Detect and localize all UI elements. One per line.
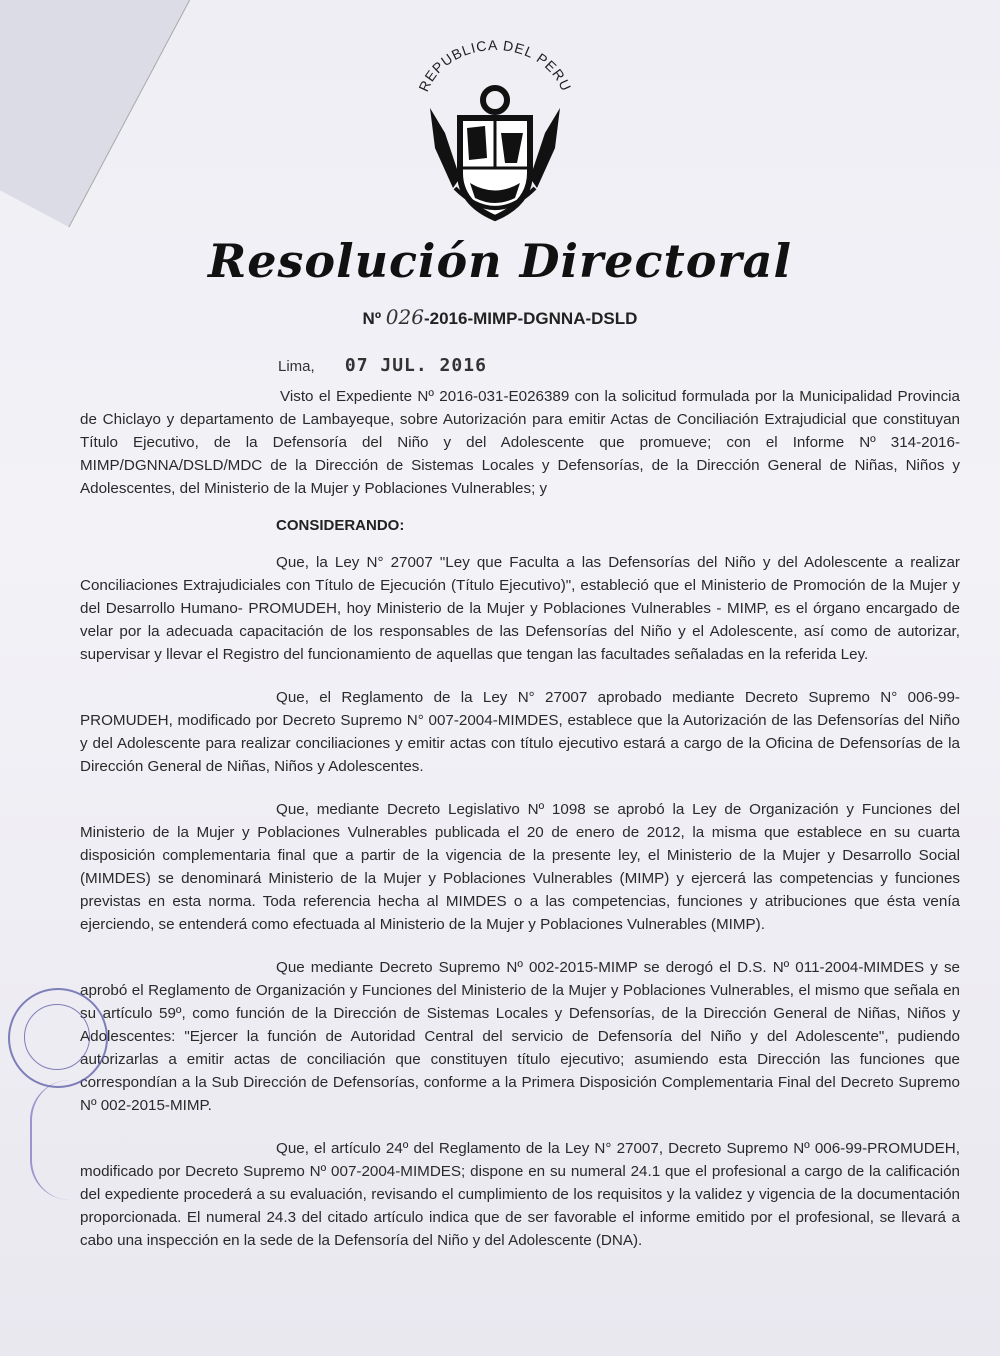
country-name: REPUBLICA DEL PERU <box>415 38 575 94</box>
considerando-heading: CONSIDERANDO: <box>276 517 405 534</box>
intro-paragraph: Visto el Expediente Nº 2016-031-E026389 con la solicitud formulada por la Municipalidad Provincia de Chiclayo y departamento de Lambayeque, sobre Autorización para emitir Actas de Conciliación Extrajudicial que constituyan Título Ejecutivo, de la Defensoría del Niño y del Adolescente que promueve; con el Informe Nº 314-2016-MIMP/DGNNA/DSLD/MDC de la Dirección de Sistemas Locales y Defensorías, de la Dirección General de Niñas, Niños y Adolescentes, del Ministerio de la Mujer y Poblaciones Vulnerables; y <box>80 388 960 497</box>
underlying-paper <box>0 0 191 227</box>
peru-coat-of-arms-icon <box>405 38 585 228</box>
paragraph: Que, el artículo 24º del Reglamento de la Ley N° 27007, Decreto Supremo Nº 006-99-PROMUDEH, modificado por Decreto Supremo Nº 007-2004-MIMDES; dispone en su numeral 24.1 que el profesional a cargo de la calificación del expediente procederá a su evaluación, revisando el cumplimiento de los requisitos y la validez y vigencia de la documentación proporcionada. El numeral 24.3 del citado artículo indica que de ser favorable el informe emitido por el profesional, se llevará a cabo una inspección en la sede de la Defensoría del Niño y del Adolescente (DNA). <box>80 1140 960 1249</box>
handwritten-number: 026 <box>385 305 424 329</box>
number-prefix: Nº <box>362 309 382 328</box>
paragraph: Que, mediante Decreto Legislativo Nº 1098 se aprobó la Ley de Organización y Funciones del Ministerio de la Mujer y Poblaciones Vulnerables publicada el 20 de enero de 2012, la misma que establece en su cuarta disposición complementaria final que a partir de la vigencia de la presente ley, el Ministerio de la Mujer y Desarrollo Social (MIMDES) se denominará Ministerio de la Mujer y Poblaciones Vulnerables (MIMP) y ejercerá las competencias y funciones previstas en esta norma. Toda referencia hecha al MIMDES o a las competencias, funciones y atribuciones que ésta venía ejerciendo, se entenderá como efectuada al Ministerio de la Mujer y Poblaciones Vulnerables (MIMP). <box>80 801 960 933</box>
signature-mark <box>30 1080 92 1200</box>
document-title: Resolución Directoral <box>208 234 792 288</box>
paragraph: Que, la Ley N° 27007 "Ley que Faculta a las Defensorías del Niño y del Adolescente a realizar Conciliaciones Extrajudiciales con Título de Ejecución (Título Ejecutivo)", estableció que el Ministerio de Promoción de la Mujer y del Desarrollo Humano- PROMUDEH, hoy Ministerio de la Mujer y Poblaciones Vulnerables - MIMP, es el órgano encargado de velar por la adecuada capacitación de los responsables de las Defensorías del Niño y el Adolescente, así como de autorizar, supervisar y llevar el Registro del funcionamiento de aquellas que tengan las facultades señaladas en la referida Ley. <box>80 554 960 663</box>
paragraph: Que, el Reglamento de la Ley N° 27007 aprobado mediante Decreto Supremo N° 006-99-PROMUDEH, modificado por Decreto Supremo N° 007-2004-MIMDES, establece que la Autorización de las Defensorías del Niño y del Adolescente para realizar conciliaciones y emitir actas con título ejecutivo estará a cargo de la Oficina de Defensorías de la Dirección General de Niñas, Niños y Adolescentes. <box>80 689 960 775</box>
document-body <box>80 385 960 1272</box>
resolution-number <box>0 305 1000 329</box>
date-line <box>278 355 487 376</box>
date-stamp: 07 JUL. 2016 <box>344 355 487 376</box>
official-seal-icon <box>8 988 108 1088</box>
city: Lima, <box>278 358 315 375</box>
paragraph: Que mediante Decreto Supremo Nº 002-2015-MIMP se derogó el D.S. Nº 011-2004-MIMDES y se aprobó el Reglamento de Organización y Funciones del Ministerio de la Mujer y Poblaciones Vulnerables, el mismo que señala en su artículo 59º, como función de la Dirección de Sistemas Locales y Defensorías, de la Dirección General de Niñas, Niños y Adolescentes: "Ejercer la función de Autoridad Central del servicio de Defensoría del Niño y del Adolescente", pudiendo autorizarlas a emitir actas de conciliación que constituyen título ejecutivo; asumiendo esta Dirección las funciones que correspondían a la Sub Dirección de Defensorías, conforme a la Primera Disposición Complementaria Final del Decreto Supremo Nº 002-2015-MIMP. <box>80 959 960 1114</box>
number-suffix: -2016-MIMP-DGNNA-DSLD <box>423 309 638 328</box>
